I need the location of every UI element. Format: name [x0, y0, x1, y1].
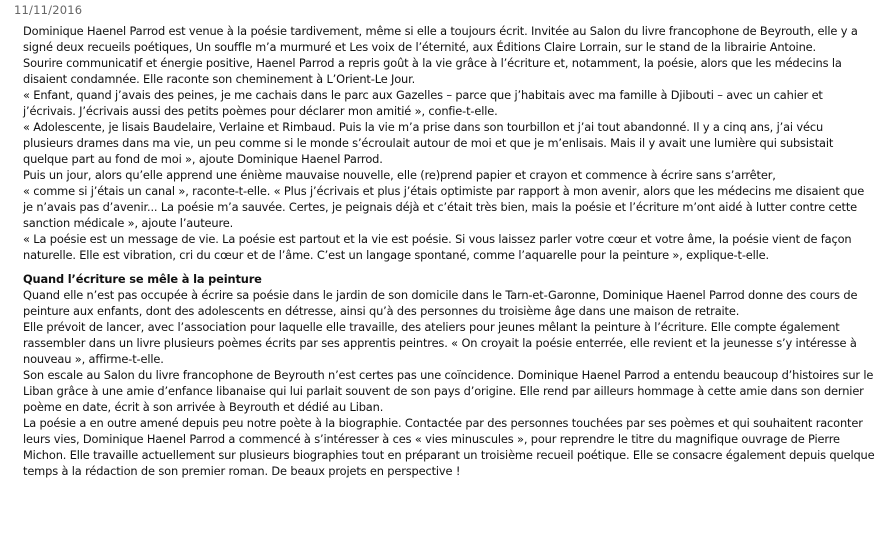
section-gap	[23, 263, 875, 271]
paragraph-intro-1: Dominique Haenel Parrod est venue à la poésie tardivement, même si elle a toujours écrit. Invitée au Salon du livre francophone de Beyrouth, elle y a signé deux recueils poétiques, Un souffle m’a murmuré et Les voix de l’éternité, aux Éditions Claire Lorrain, sur le stand de la librairie Antoine.	[23, 24, 858, 54]
paragraph-intro-7: « La poésie est un message de vie. La poésie est partout et la vie est poésie. Si vous laissez parler votre cœur et votre âme, la poésie vient de façon naturelle. Elle est vibration, cri du cœur et de l’âme. C’est un langage spontané, comme l’aquarelle pour la peinture », explique-t-elle.	[23, 232, 852, 262]
paragraph-intro-6: « comme si j’étais un canal », raconte-t-elle. « Plus j’écrivais et plus j’étais optimiste par rapport à mon avenir, alors que les médecins me disaient que je n’avais pas d’avenir... La poésie m’a sauvée. Certes, je peignais déjà et c’était très bien, mais la poésie et l’écriture m’ont aidé à lutter contre cette sanction médicale », ajoute l’auteure.	[23, 184, 865, 230]
paragraph-section-2: Elle prévoit de lancer, avec l’association pour laquelle elle travaille, des ateliers pour jeunes mêlant la peinture à l’écriture. Elle compte également rassembler dans un livre plusieurs poèmes écrits par ses apprentis peintres. « On croyait la poésie enterrée, elle revient et la jeunesse s’y intéresse à nouveau », affirme-t-elle.	[23, 320, 857, 366]
paragraph-intro-2: Sourire communicatif et énergie positive, Haenel Parrod a repris goût à la vie grâce à l’écriture et, notamment, la poésie, alors que les médecins la disaient condamnée. Elle raconte son cheminement à L’Orient-Le Jour.	[23, 56, 842, 86]
paragraph-intro-3: « Enfant, quand j’avais des peines, je me cachais dans le parc aux Gazelles – parce que j’habitais avec ma famille à Djibouti – avec un cahier et j’écrivais. J’écrivais aussi des petits poèmes pour déclarer mon amitié », confie-t-elle.	[23, 88, 823, 118]
paragraph-section-4: La poésie a en outre amené depuis peu notre poète à la biographie. Contactée par des personnes touchées par ses poèmes et qui souhaitent raconter leurs vies, Dominique Haenel Parrod a commencé à s’intéresser à ces « vies minuscules », pour reprendre le titre du magnifique ouvrage de Pierre Michon. Elle travaille actuellement sur plusieurs biographies tout en préparant un troisième recueil poétique. Elle se consacre également depuis quelque temps à la rédaction de son premier roman. De beaux projets en perspective !	[23, 416, 875, 478]
paragraph-section-1: Quand elle n’est pas occupée à écrire sa poésie dans le jardin de son domicile dans le Tarn-et-Garonne, Dominique Haenel Parrod donne des cours de peinture aux enfants, dont des adolescents en détresse, ainsi qu’à des personnes du troisième âge dans une maison de retraite.	[23, 288, 858, 318]
article-date: 11/11/2016	[14, 3, 83, 17]
paragraph-section-3: Son escale au Salon du livre francophone de Beyrouth n’est certes pas une coïncidence. Dominique Haenel Parrod a entendu beaucoup d’histoires sur le Liban grâce à une amie d’enfance libanaise qui lui parlait souvent de son pays d’origine. Elle rend par ailleurs hommage à cette amie dans son dernier poème en date, écrit à son arrivée à Beyrouth et dédié au Liban.	[23, 368, 874, 414]
article-body	[23, 23, 875, 479]
section-subheading: Quand l’écriture se mêle à la peinture	[23, 272, 262, 286]
paragraph-intro-4: « Adolescente, je lisais Baudelaire, Verlaine et Rimbaud. Puis la vie m’a prise dans son tourbillon et j’ai tout abandonné. Il y a cinq ans, j’ai vécu plusieurs drames dans ma vie, un peu comme si le monde s’écroulait autour de moi et que je m’enlisais. Mais il y avait une lumière qui subsistait quelque part au fond de moi », ajoute Dominique Haenel Parrod.	[23, 120, 834, 166]
paragraph-intro-5: Puis un jour, alors qu’elle apprend une énième mauvaise nouvelle, elle (re)prend papier et crayon et commence à écrire sans s’arrêter,	[23, 168, 776, 182]
